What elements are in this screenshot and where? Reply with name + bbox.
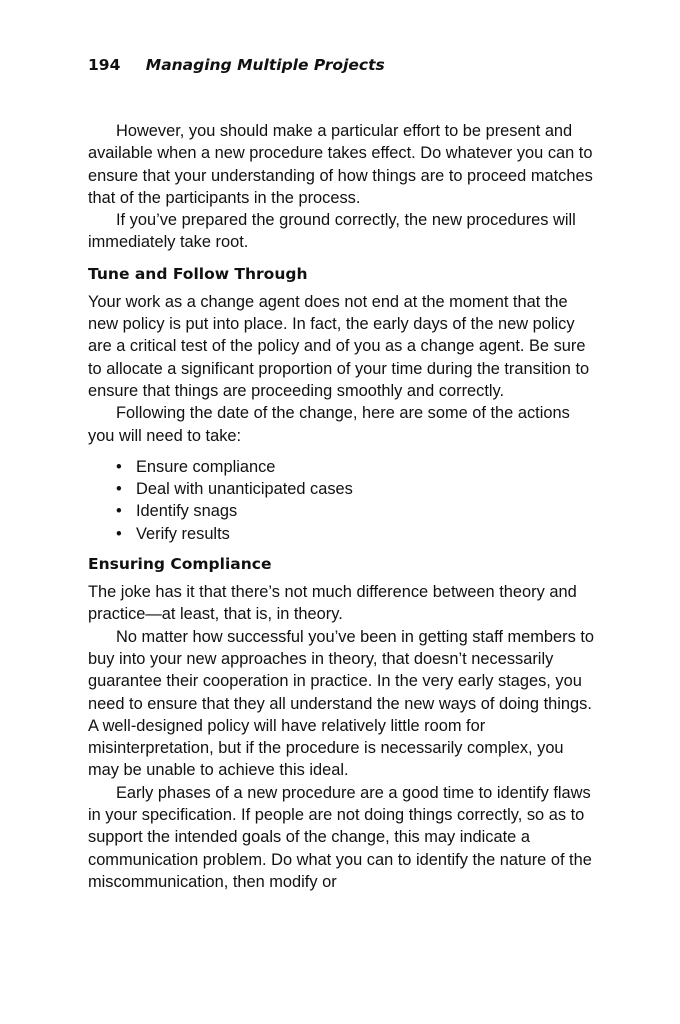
paragraph-actions-intro: Following the date of the change, here are some of the actions you will need to take: xyxy=(88,404,570,445)
list-item xyxy=(116,523,594,545)
list-item xyxy=(116,478,594,500)
paragraph-change-agent: Your work as a change agent does not end at the moment that the new policy is put into place. In fact, the early days of the new policy are a critical test of the policy and of you as a change agent. Be sure to allocate a significant proportion of your time during the transition to ensure that things are proceeding smoothly and correctly. xyxy=(88,292,590,400)
list-item-text: Ensure compliance xyxy=(136,457,276,476)
list-item-text: Verify results xyxy=(136,524,230,543)
book-title: Managing Multiple Projects xyxy=(145,56,385,74)
running-header xyxy=(88,54,594,76)
heading-tune-and-follow-through: Tune and Follow Through xyxy=(88,264,308,283)
paragraph-be-present: However, you should make a particular effort to be present and available when a new procedure takes effect. Do whatever you can to ensure that your understanding of how things are to proceed matches that of the participants in the process. xyxy=(88,122,593,207)
actions-list xyxy=(88,456,594,545)
page-number: 194 xyxy=(88,56,121,74)
heading-ensuring-compliance: Ensuring Compliance xyxy=(88,555,272,574)
paragraph-theory-practice: The joke has it that there’s not much difference between theory and practice—at least, that is, in theory. xyxy=(88,583,577,624)
paragraph-early-phases: Early phases of a new procedure are a good time to identify flaws in your specification. If people are not doing things correctly, so as to support the intended goals of the change, this may indicate a communication problem. Do what you can to identify the nature of the miscommunication, then modify or xyxy=(88,783,592,891)
paragraph-prepared-ground: If you’ve prepared the ground correctly, the new procedures will immediately take root. xyxy=(88,211,576,252)
book-page xyxy=(88,54,594,893)
list-item-text: Identify snags xyxy=(136,502,238,521)
list-item-text: Deal with unanticipated cases xyxy=(136,480,353,499)
bullet-glyph: • xyxy=(116,457,122,476)
bullet-glyph: • xyxy=(116,502,122,521)
list-item xyxy=(116,500,594,522)
list-item xyxy=(116,456,594,478)
bullet-glyph: • xyxy=(116,524,122,543)
bullet-glyph: • xyxy=(116,480,122,499)
paragraph-staff-buy-in: No matter how successful you’ve been in getting staff members to buy into your new approaches in theory, that doesn’t necessarily guarantee their cooperation in practice. In the very early stages, you need to ensure that they all understand the new ways of doing things. A well-designed policy will have relatively little room for misinterpretation, but if the procedure is necessarily complex, you may be unable to achieve this ideal. xyxy=(88,627,594,780)
